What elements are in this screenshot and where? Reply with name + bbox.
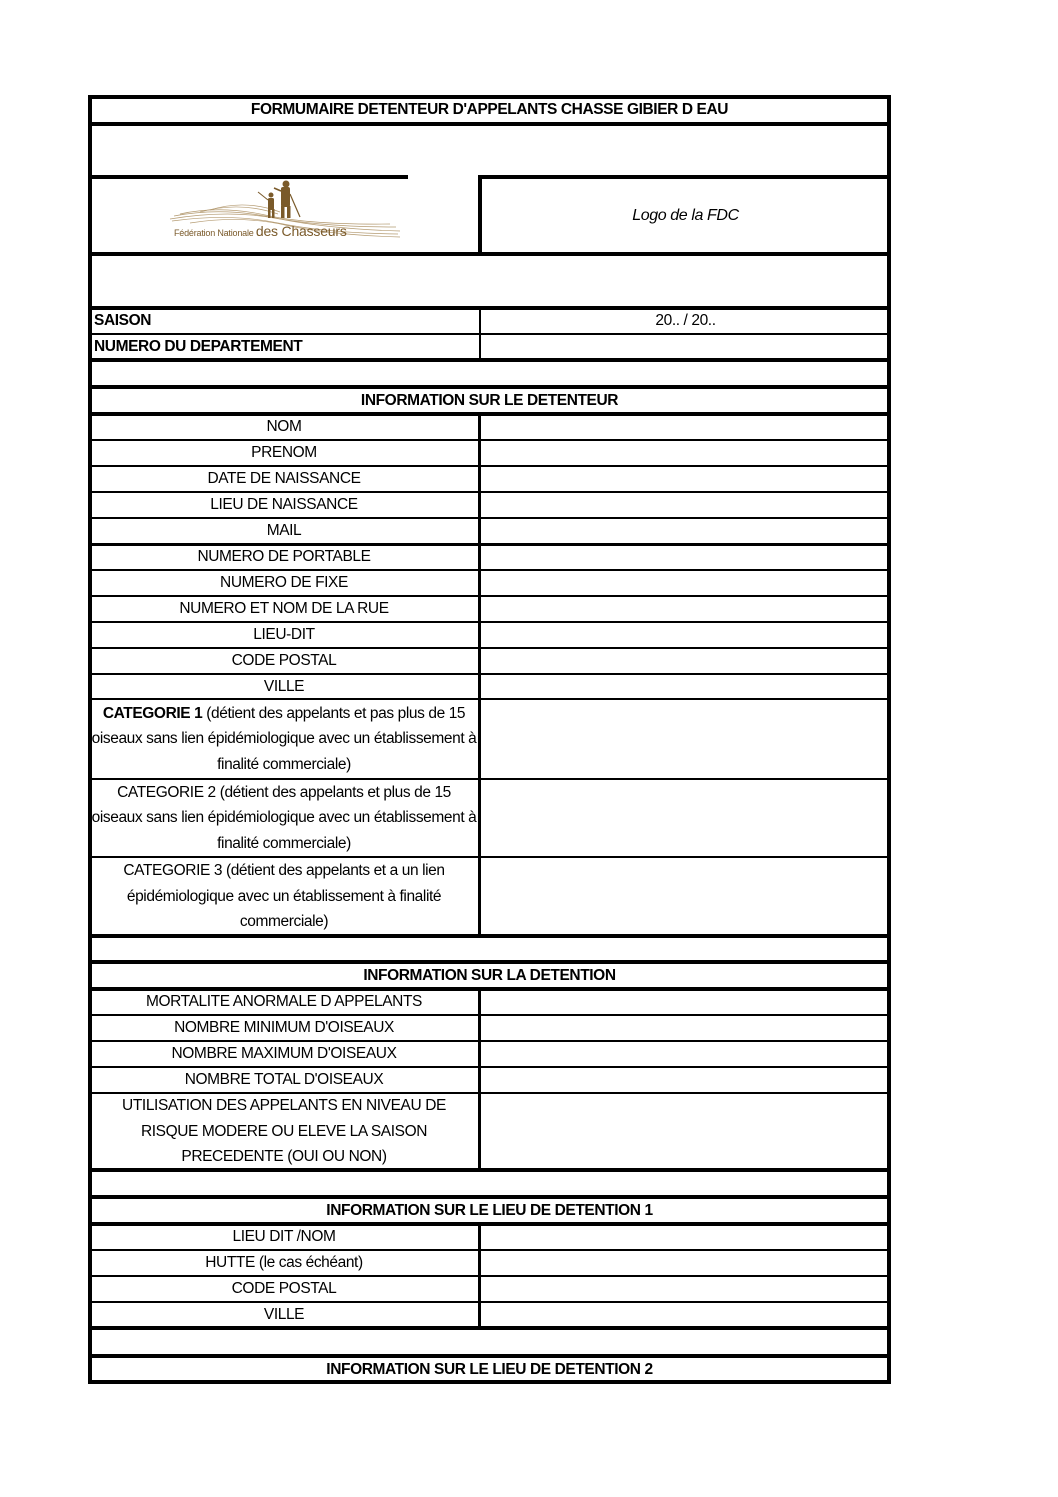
field-row-nombre-max xyxy=(88,1041,891,1067)
field-row-lieu-dit-nom xyxy=(88,1224,891,1250)
divider xyxy=(88,1014,891,1016)
lieu-naissance-field[interactable] xyxy=(480,492,891,518)
divider xyxy=(88,856,891,858)
field-row-lieu-dit xyxy=(88,622,891,648)
divider xyxy=(88,778,891,780)
field-label: VILLE xyxy=(263,1306,305,1323)
blank-row xyxy=(88,1170,891,1197)
ville-field[interactable] xyxy=(480,674,891,699)
column-divider xyxy=(478,177,482,254)
divider xyxy=(88,1301,891,1303)
mail-field[interactable] xyxy=(480,518,891,544)
blank-row xyxy=(88,124,891,177)
field-label: HUTTE (le cas échéant) xyxy=(205,1254,363,1271)
field-label: LIEU-DIT xyxy=(253,626,315,643)
divider xyxy=(88,412,891,416)
divider xyxy=(88,306,891,310)
divider xyxy=(88,252,891,256)
border-bottom xyxy=(88,1380,891,1384)
divider xyxy=(88,1092,891,1094)
logo-text-small: Fédération Nationale xyxy=(174,228,254,238)
border-right xyxy=(887,95,891,1384)
field-row-rue xyxy=(88,596,891,622)
divider xyxy=(88,1275,891,1277)
column-divider xyxy=(478,1224,481,1328)
divider xyxy=(88,1040,891,1042)
logo-text-large: des Chasseurs xyxy=(255,223,347,239)
section-header-detenteur xyxy=(88,387,891,414)
blank-row xyxy=(88,360,891,387)
field-label: CODE POSTAL xyxy=(231,652,337,669)
blank-row xyxy=(88,1328,891,1356)
section-header-lieu-1 xyxy=(88,1197,891,1224)
field-label: DATE DE NAISSANCE xyxy=(207,470,361,487)
fnc-logo-text xyxy=(174,218,347,246)
divider xyxy=(88,385,891,389)
field-row-date-naissance xyxy=(88,466,891,492)
field-label: PRENOM xyxy=(251,444,317,461)
category-row-2 xyxy=(88,779,891,857)
border-left xyxy=(88,95,92,1384)
lieu1-lieu-dit-field[interactable] xyxy=(480,1224,891,1250)
field-label: MORTALITE ANORMALE D APPELANTS xyxy=(146,993,422,1010)
field-row-prenom xyxy=(88,440,891,466)
lieu1-hutte-field[interactable] xyxy=(480,1250,891,1276)
section-header-detention xyxy=(88,962,891,989)
category-1-field[interactable] xyxy=(480,699,891,779)
blank-row xyxy=(88,254,891,308)
logo-row xyxy=(88,177,891,254)
fnc-logo-cell xyxy=(88,177,480,254)
blank-row xyxy=(88,936,891,962)
category-3-field[interactable] xyxy=(480,857,891,936)
field-row-portable xyxy=(88,544,891,570)
nombre-max-field[interactable] xyxy=(480,1041,891,1067)
utilisation-field[interactable] xyxy=(480,1093,891,1170)
field-row-fixe xyxy=(88,570,891,596)
field-row-utilisation xyxy=(88,1093,891,1170)
field-label: LIEU DE NAISSANCE xyxy=(210,496,358,513)
category-name: CATEGORIE 2 xyxy=(117,783,216,801)
field-label: NUMERO DE FIXE xyxy=(220,574,348,591)
divider xyxy=(88,673,891,675)
divider xyxy=(88,491,891,493)
category-desc: (détient des appelants et plus de 15 oiseaux sans lien épidémiologique avec un établissement à finalité commerciale) xyxy=(91,783,477,852)
fixe-field[interactable] xyxy=(480,570,891,596)
category-row-3 xyxy=(88,857,891,936)
divider xyxy=(88,1195,891,1199)
column-divider xyxy=(478,989,481,1170)
category-2-label xyxy=(88,779,480,857)
divider xyxy=(88,358,891,362)
divider xyxy=(88,1249,891,1251)
divider xyxy=(88,1222,891,1226)
field-label: VILLE xyxy=(263,677,305,695)
field-row-lieu-naissance xyxy=(88,492,891,518)
season-field[interactable]: 20.. / 20.. xyxy=(655,312,716,329)
season-row xyxy=(88,308,891,334)
field-row-nom xyxy=(88,414,891,440)
divider xyxy=(88,647,891,649)
field-label: NUMERO ET NOM DE LA RUE xyxy=(179,600,389,617)
section-title: INFORMATION SUR LA DETENTION xyxy=(363,966,616,984)
department-label: NUMERO DU DEPARTEMENT xyxy=(94,338,303,355)
rue-field[interactable] xyxy=(480,596,891,622)
field-label: NOMBRE MINIMUM D'OISEAUX xyxy=(174,1019,394,1036)
divider xyxy=(88,987,891,991)
field-row-mail xyxy=(88,518,891,544)
border-top xyxy=(88,95,891,99)
department-field[interactable] xyxy=(480,334,891,360)
divider xyxy=(88,595,891,597)
category-2-field[interactable] xyxy=(480,779,891,857)
lieu1-ville-field[interactable] xyxy=(480,1302,891,1328)
category-row-1 xyxy=(88,699,891,779)
field-row-code-postal xyxy=(88,648,891,674)
field-label: NOMBRE MAXIMUM D'OISEAUX xyxy=(171,1045,397,1062)
category-name: CATEGORIE 1 xyxy=(102,704,203,722)
divider xyxy=(88,517,891,519)
divider xyxy=(88,960,891,964)
date-naissance-field[interactable] xyxy=(480,466,891,492)
fnc-logo xyxy=(160,179,410,252)
category-desc: (détient des appelants et pas plus de 15 oiseaux sans lien épidémiologique avec un établissement à finalité commerciale) xyxy=(91,704,477,773)
field-row-nombre-min xyxy=(88,1015,891,1041)
divider xyxy=(88,1168,891,1172)
form-title-row xyxy=(88,95,891,124)
column-divider xyxy=(479,308,481,360)
field-label: MAIL xyxy=(266,522,302,539)
field-label: NOMBRE TOTAL D'OISEAUX xyxy=(184,1071,384,1088)
divider xyxy=(88,333,891,335)
column-divider xyxy=(478,414,481,936)
category-name: CATEGORIE 3 xyxy=(123,862,223,880)
category-1-label xyxy=(88,699,480,779)
nom-field[interactable] xyxy=(480,414,891,440)
season-label: SAISON xyxy=(94,312,152,329)
divider xyxy=(88,1354,891,1358)
divider xyxy=(88,465,891,467)
section-title: INFORMATION SUR LE DETENTEUR xyxy=(360,391,619,409)
department-row xyxy=(88,334,891,360)
field-row-ville xyxy=(88,674,891,699)
field-label: NOM xyxy=(266,418,302,435)
divider xyxy=(88,1326,891,1330)
nombre-total-field[interactable] xyxy=(480,1067,891,1093)
form-title: FORMUMAIRE DETENTEUR D'APPELANTS CHASSE GIBIER D EAU xyxy=(250,100,729,118)
field-row-nombre-total xyxy=(88,1067,891,1093)
divider xyxy=(88,621,891,623)
code-postal-field[interactable] xyxy=(480,648,891,674)
field-row-lieu1-ville xyxy=(88,1302,891,1328)
prenom-field[interactable] xyxy=(480,440,891,466)
field-label: NUMERO DE PORTABLE xyxy=(197,548,371,565)
divider xyxy=(88,175,408,179)
divider xyxy=(88,543,891,546)
lieu-dit-field[interactable] xyxy=(480,622,891,648)
field-row-mortalite xyxy=(88,989,891,1015)
nombre-min-field[interactable] xyxy=(480,1015,891,1041)
field-label: CODE POSTAL xyxy=(231,1280,337,1297)
mortalite-field[interactable] xyxy=(480,989,891,1015)
divider xyxy=(88,934,891,938)
divider xyxy=(88,122,891,126)
divider xyxy=(88,1066,891,1068)
category-3-label xyxy=(88,857,480,936)
divider xyxy=(88,439,891,441)
portable-field[interactable] xyxy=(480,544,891,570)
appelants-form xyxy=(88,95,891,1384)
divider xyxy=(88,698,891,700)
section-title: INFORMATION SUR LE LIEU DE DETENTION 2 xyxy=(326,1361,653,1378)
field-label: LIEU DIT /NOM xyxy=(232,1228,336,1245)
divider xyxy=(478,175,891,179)
divider xyxy=(88,569,891,571)
field-row-lieu1-code-postal xyxy=(88,1276,891,1302)
category-desc: (détient des appelants et a un lien épidémiologique avec un établissement à finalité commerciale) xyxy=(126,862,445,931)
field-row-hutte xyxy=(88,1250,891,1276)
field-label: UTILISATION DES APPELANTS EN NIVEAU DE RISQUE MODERE OU ELEVE LA SAISON PRECEDENTE (OUI OU NON) xyxy=(122,1097,446,1166)
lieu1-code-postal-field[interactable] xyxy=(480,1276,891,1302)
fdc-logo-placeholder: Logo de la FDC xyxy=(632,206,739,224)
section-title: INFORMATION SUR LE LIEU DE DETENTION 1 xyxy=(326,1201,653,1219)
